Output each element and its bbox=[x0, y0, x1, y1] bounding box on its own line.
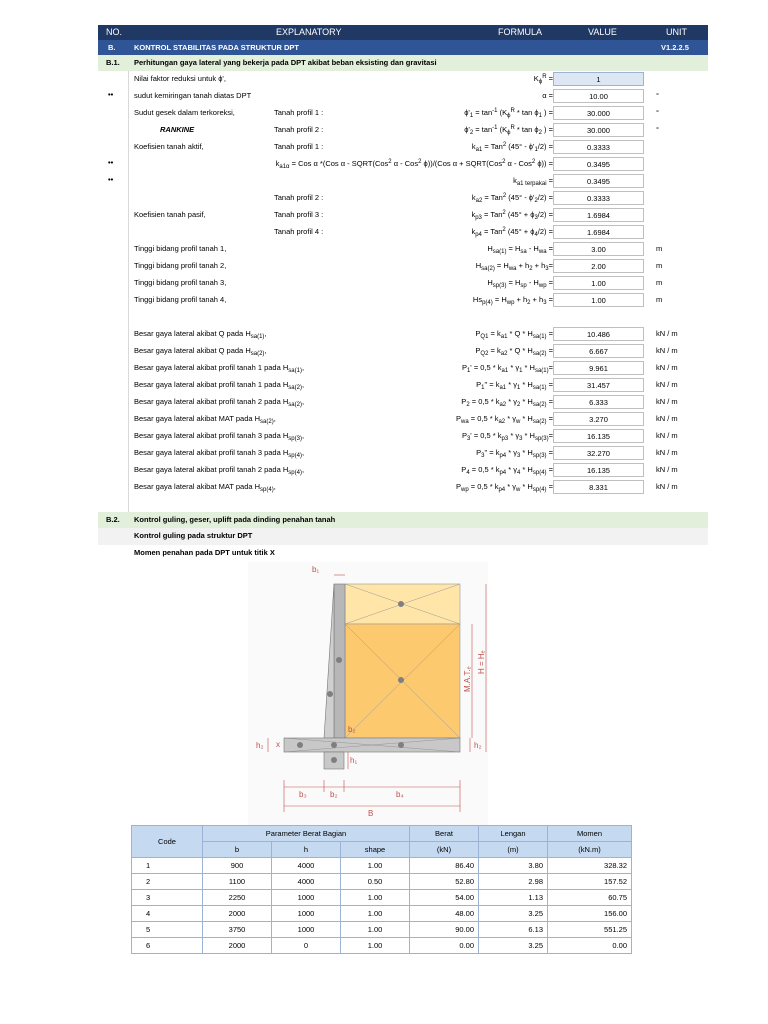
value-cell[interactable]: 2.00 bbox=[553, 259, 644, 273]
table-row bbox=[132, 922, 632, 938]
cell-h: 4000 bbox=[272, 874, 341, 890]
row-gaya-mat-a: Besar gaya lateral akibat MAT pada $H_{sa(2)}$, $P_{wa} = 0,5 * k_{a2} * \gamma_w * H_{sa(2)}$ = 3.270 kN / m bbox=[134, 414, 678, 425]
cell-lengan: 3.25 bbox=[479, 906, 548, 922]
th-momen: Momen bbox=[548, 826, 632, 842]
row-gaya-q1: Besar gaya lateral akibat Q pada $H_{sa(1)}$, $P_{Q1} = k_{a1} * Q * H_{sa(1)}$ = 10.486 kN / m bbox=[134, 329, 678, 340]
cell-momen: 0.00 bbox=[548, 938, 632, 954]
label-mat: M.A.T.ₑ bbox=[463, 666, 472, 692]
cell-berat: 52.80 bbox=[410, 874, 479, 890]
cell-code: 3 bbox=[132, 890, 203, 906]
value-cell[interactable]: 0.3495 bbox=[553, 174, 644, 188]
cell-lengan: 2.98 bbox=[479, 874, 548, 890]
cell-momen: 60.75 bbox=[548, 890, 632, 906]
cell-shape: 1.00 bbox=[341, 858, 410, 874]
value-cell[interactable]: 16.135 bbox=[553, 429, 644, 443]
label-h1: h₁ bbox=[350, 756, 358, 765]
cell-momen: 328.32 bbox=[548, 858, 632, 874]
section-b2: B.2. Kontrol guling, geser, uplift pada dinding penahan tanah bbox=[98, 512, 708, 528]
th-berat: Berat bbox=[410, 826, 479, 842]
cell-momen: 157.52 bbox=[548, 874, 632, 890]
cell-b: 3750 bbox=[203, 922, 272, 938]
th-berat-unit: (kN) bbox=[410, 842, 479, 858]
label-b4: b₄ bbox=[396, 790, 404, 799]
cell-h: 1000 bbox=[272, 890, 341, 906]
value-cell[interactable]: 30.000 bbox=[553, 106, 644, 120]
col-unit: UNIT bbox=[666, 27, 687, 37]
value-cell[interactable]: 0.3333 bbox=[553, 140, 644, 154]
cell-b: 2250 bbox=[203, 890, 272, 906]
row-faktor-reduksi: Nilai faktor reduksi untuk ϕ', $K_\phi^R$ = 1 bbox=[98, 71, 708, 88]
row-gaya-p1b: Besar gaya lateral akibat profil tanah 1 pada $H_{sa(2)}$, $P_1$" = $k_{a1} * \gamma_1 * H_{sa(1)}$ = 31.457 kN / m bbox=[134, 380, 678, 391]
label-b2-top: b₂ bbox=[348, 725, 356, 734]
calc-rows bbox=[98, 71, 708, 512]
table-row bbox=[132, 890, 632, 906]
column-header bbox=[98, 25, 708, 40]
cell-b: 900 bbox=[203, 858, 272, 874]
row-koef-pasif-4: Tanah profil 4 : $k_{p4} = Tan^2$ $(45^\circ + \phi_4/2)$ = 1.6984 bbox=[98, 224, 708, 241]
value-cell[interactable]: 10.00 bbox=[553, 89, 644, 103]
cell-berat: 48.00 bbox=[410, 906, 479, 922]
value-cell[interactable]: 16.135 bbox=[553, 463, 644, 477]
label-h2-right: h₂ bbox=[474, 741, 482, 750]
cell-h: 1000 bbox=[272, 906, 341, 922]
th-code: Code bbox=[132, 826, 203, 858]
th-b: b bbox=[203, 842, 272, 858]
value-cell[interactable]: 1 bbox=[553, 72, 644, 86]
cell-code: 1 bbox=[132, 858, 203, 874]
section-b2-title: Kontrol guling, geser, uplift pada dinding penahan tanah bbox=[134, 515, 336, 524]
row-gaya-p3a: Besar gaya lateral akibat profil tanah 3 pada $H_{sp(3)}$, $P_3' = 0,5 * k_{p3} * \gamma_3 * H_{sp(3)}=$ 16.135 kN / m bbox=[134, 431, 678, 442]
cell-berat: 54.00 bbox=[410, 890, 479, 906]
row-sudut-gesek-2: RANKINE Tanah profil 2 : $\phi'_2 = \tan^{-1} (K_\phi^R * \tan \phi_2$ ) = 30.000 ° bbox=[160, 125, 659, 136]
worksheet bbox=[98, 25, 708, 950]
cell-shape: 0.50 bbox=[341, 874, 410, 890]
cell-momen: 551.25 bbox=[548, 922, 632, 938]
label-H: H = Hₑ bbox=[477, 650, 486, 674]
cell-h: 4000 bbox=[272, 858, 341, 874]
row-gaya-p1a: Besar gaya lateral akibat profil tanah 1 pada $H_{sa(1)}$, $P_1' = 0,5 * k_{a1} * \gamma_1 * H_{sa(1)}=$ 9.961 kN / m bbox=[134, 363, 678, 374]
label-b2: b₂ bbox=[330, 790, 338, 799]
cell-h: 1000 bbox=[272, 922, 341, 938]
row-tinggi-4: Tinggi bidang profil tanah 4, $Hs_{p(4)} = H_{wp} + h_2 + h_3$ = 1.00 m bbox=[134, 295, 663, 306]
value-cell[interactable]: 1.00 bbox=[553, 293, 644, 307]
row-gaya-q2: Besar gaya lateral akibat Q pada $H_{sa(2)}$, $P_{Q2} = k_{a2} * Q * H_{sa(2)}$ = 6.667 kN / m bbox=[134, 346, 678, 357]
value-cell[interactable]: 10.486 bbox=[553, 327, 644, 341]
value-cell[interactable]: 1.6984 bbox=[553, 225, 644, 239]
cell-h: 0 bbox=[272, 938, 341, 954]
label-b3: b₃ bbox=[299, 790, 307, 799]
row-koef-aktif-alpha: •• $k_{a1\alpha}$ = Cos α *(Cos α - SQRT(Cos$^2$ α - Cos$^2$ ϕ))/(Cos α + SQRT(Cos$^2$ α - Cos$^2$ ϕ)) = 0.3495 bbox=[98, 156, 708, 173]
col-no: NO. bbox=[106, 27, 123, 37]
th-momen-unit: (kN.m) bbox=[548, 842, 632, 858]
th-lengan-unit: (m) bbox=[479, 842, 548, 858]
table-row bbox=[132, 874, 632, 890]
value-cell[interactable]: 8.331 bbox=[553, 480, 644, 494]
th-param: Parameter Berat Bagian bbox=[203, 826, 410, 842]
value-cell[interactable]: 6.333 bbox=[553, 395, 644, 409]
row-koef-aktif-1: Koefisien tanah aktif, Tanah profil 1 : $k_{a1} = Tan^2$ $(45^\circ - \phi'_1/2)$ = 0.3333 bbox=[98, 139, 708, 156]
value-cell[interactable]: 3.270 bbox=[553, 412, 644, 426]
value-cell[interactable]: 9.961 bbox=[553, 361, 644, 375]
cell-code: 2 bbox=[132, 874, 203, 890]
value-cell[interactable]: 1.00 bbox=[553, 276, 644, 290]
retaining-wall-diagram bbox=[98, 562, 708, 827]
label-B: B bbox=[368, 809, 374, 818]
table-row bbox=[132, 938, 632, 954]
cell-berat: 86.40 bbox=[410, 858, 479, 874]
weight-table bbox=[131, 825, 632, 954]
wall-drawing bbox=[98, 562, 708, 827]
section-b1: B.1. Perhitungan gaya lateral yang bekerja pada DPT akibat beban eksisting dan gravitasi bbox=[98, 55, 708, 71]
row-koef-aktif-2: Tanah profil 2 : $k_{a2} = Tan^2$ $(45^\circ - \phi'_2/2)$ = 0.3333 bbox=[98, 190, 708, 207]
value-cell[interactable]: 32.270 bbox=[553, 446, 644, 460]
cell-code: 5 bbox=[132, 922, 203, 938]
row-gaya-p4: Besar gaya lateral akibat profil tanah 2 pada $H_{sp(4)}$, $P_4 = 0,5 * k_{p4} * \gamma_4 * H_{sp(4)}$ = 16.135 kN / m bbox=[134, 465, 678, 476]
value-cell[interactable]: 0.3333 bbox=[553, 191, 644, 205]
cell-momen: 156.00 bbox=[548, 906, 632, 922]
cell-lengan: 3.80 bbox=[479, 858, 548, 874]
col-explanatory: EXPLANATORY bbox=[276, 27, 342, 37]
cell-shape: 1.00 bbox=[341, 890, 410, 906]
sub-heading-momen: Momen penahan pada DPT untuk titik X bbox=[134, 548, 275, 557]
row-tinggi-2: Tinggi bidang profil tanah 2, $H_{sa(2)} = H_{wa} + h_2 + h_3=$ 2.00 m bbox=[134, 261, 663, 272]
value-cell[interactable]: 6.667 bbox=[553, 344, 644, 358]
row-koef-pasif-3: Koefisien tanah pasif, Tanah profil 3 : $k_{p3} = Tan^2$ $(45^\circ + \phi_3/2)$ = 1.6984 bbox=[98, 207, 708, 224]
section-b: B. KONTROL STABILITAS PADA STRUKTUR DPT V1.2.2.5 bbox=[98, 40, 708, 55]
row-sudut-kemiringan: •• sudut kemiringan tanah diatas DPT α = 10.00 ° bbox=[108, 90, 659, 101]
cell-lengan: 3.25 bbox=[479, 938, 548, 954]
row-sudut-gesek-1: Sudut gesek dalam terkoreksi, Tanah profil 1 : $\phi'_1 = \tan^{-1} (K_\phi^R * \tan \phi_1$ ) = 30.000 ° bbox=[134, 108, 659, 119]
cell-b: 2000 bbox=[203, 938, 272, 954]
table-row bbox=[132, 858, 632, 874]
row-gaya-p2: Besar gaya lateral akibat profil tanah 2 pada $H_{sa(2)}$, $P_2 = 0,5 * k_{a2} * \gamma_2 * H_{sa(2)}$ = 6.333 kN / m bbox=[134, 397, 678, 408]
col-formula: FORMULA bbox=[498, 27, 543, 37]
row-tinggi-3: Tinggi bidang profil tanah 3, $H_{sp(3)} = H_{sp} - H_{wp}$ = 1.00 m bbox=[134, 278, 663, 289]
th-lengan: Lengan bbox=[479, 826, 548, 842]
label-b1: b₁ bbox=[312, 565, 320, 574]
weight-table-body bbox=[132, 858, 632, 954]
row-gaya-mat-p: Besar gaya lateral akibat MAT pada $H_{sp(4)}$, $P_{wp} = 0,5 * k_{p4} * \gamma_w * H_{sp(4)}$ = 8.331 kN / m bbox=[134, 482, 678, 493]
label-h2-left: h₂ bbox=[256, 741, 264, 750]
value-cell[interactable]: 0.3495 bbox=[553, 157, 644, 171]
col-value: VALUE bbox=[588, 27, 617, 37]
sub-heading-guling: Kontrol guling pada struktur DPT bbox=[98, 528, 708, 545]
value-cell[interactable]: 3.00 bbox=[553, 242, 644, 256]
cell-shape: 1.00 bbox=[341, 938, 410, 954]
cell-berat: 90.00 bbox=[410, 922, 479, 938]
cell-code: 4 bbox=[132, 906, 203, 922]
value-cell[interactable]: 1.6984 bbox=[553, 208, 644, 222]
value-cell[interactable]: 30.000 bbox=[553, 123, 644, 137]
row-gaya-p3b: Besar gaya lateral akibat profil tanah 3 pada $H_{sp(4)}$, $P_3$" = $k_{p4} * \gamma_3 * H_{sp(3)}$ = 32.270 kN / m bbox=[134, 448, 678, 459]
value-cell[interactable]: 31.457 bbox=[553, 378, 644, 392]
th-shape: shape bbox=[341, 842, 410, 858]
cell-berat: 0.00 bbox=[410, 938, 479, 954]
cell-b: 2000 bbox=[203, 906, 272, 922]
label-x: x bbox=[276, 740, 280, 749]
cell-shape: 1.00 bbox=[341, 922, 410, 938]
cell-shape: 1.00 bbox=[341, 906, 410, 922]
cell-lengan: 1.13 bbox=[479, 890, 548, 906]
section-b-title: KONTROL STABILITAS PADA STRUKTUR DPT bbox=[134, 43, 299, 52]
row-koef-aktif-terpakai: •• $k_{a1 terpakai}$ = 0.3495 bbox=[98, 173, 708, 190]
cell-lengan: 6.13 bbox=[479, 922, 548, 938]
cell-b: 1100 bbox=[203, 874, 272, 890]
version-label: V1.2.2.5 bbox=[661, 43, 689, 52]
table-row bbox=[132, 906, 632, 922]
cell-code: 6 bbox=[132, 938, 203, 954]
section-b1-title: Perhitungan gaya lateral yang bekerja pada DPT akibat beban eksisting dan gravitasi bbox=[134, 58, 437, 67]
th-h: h bbox=[272, 842, 341, 858]
row-tinggi-1: Tinggi bidang profil tanah 1, $H_{sa(1)} = H_{sa} - H_{wa}$ = 3.00 m bbox=[134, 244, 663, 255]
